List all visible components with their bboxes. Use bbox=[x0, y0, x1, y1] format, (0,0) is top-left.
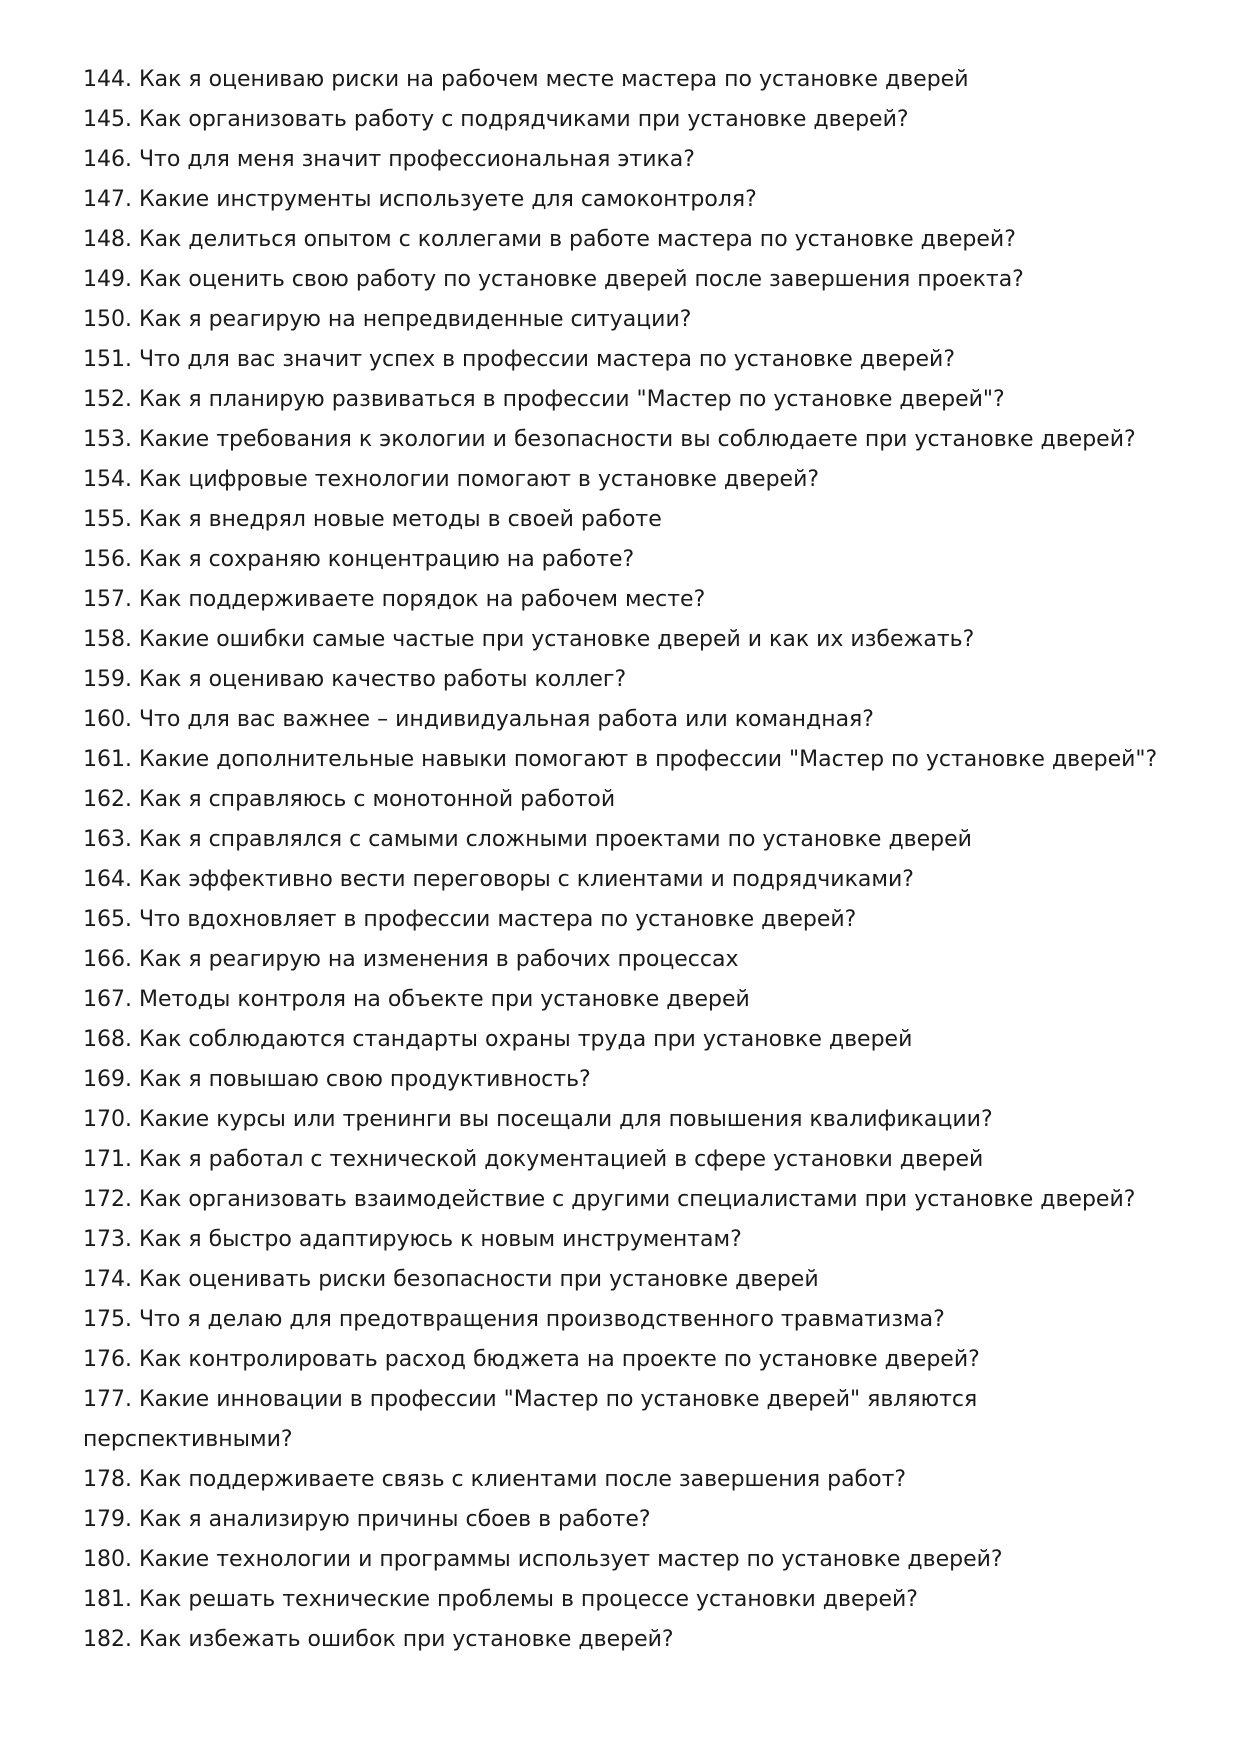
question-item-170: 170. Какие курсы или тренинги вы посещали для повышения квалификации? bbox=[83, 1107, 993, 1132]
question-item-144: 144. Как я оцениваю риски на рабочем месте мастера по установке дверей bbox=[83, 67, 969, 92]
question-item-150: 150. Как я реагирую на непредвиденные ситуации? bbox=[83, 307, 692, 332]
question-item-163: 163. Как я справлялся с самыми сложными проектами по установке дверей bbox=[83, 827, 972, 852]
question-item-166: 166. Как я реагирую на изменения в рабочих процессах bbox=[83, 947, 739, 972]
question-item-178: 178. Как поддерживаете связь с клиентами после завершения работ? bbox=[83, 1467, 907, 1492]
question-item-164: 164. Как эффективно вести переговоры с клиентами и подрядчиками? bbox=[83, 867, 914, 892]
question-item-181: 181. Как решать технические проблемы в процессе установки дверей? bbox=[83, 1587, 918, 1612]
question-item-180: 180. Какие технологии и программы использует мастер по установке дверей? bbox=[83, 1547, 1003, 1572]
question-item-159: 159. Как я оцениваю качество работы коллег? bbox=[83, 667, 627, 692]
question-item-158: 158. Какие ошибки самые частые при установке дверей и как их избежать? bbox=[83, 627, 975, 652]
question-item-171: 171. Как я работал с технической документацией в сфере установки дверей bbox=[83, 1147, 984, 1172]
question-item-151: 151. Что для вас значит успех в профессии мастера по установке дверей? bbox=[83, 347, 955, 372]
question-item-148: 148. Как делиться опытом с коллегами в работе мастера по установке дверей? bbox=[83, 227, 1016, 252]
question-item-147: 147. Какие инструменты используете для самоконтроля? bbox=[83, 187, 757, 212]
question-item-153: 153. Какие требования к экологии и безопасности вы соблюдаете при установке дверей? bbox=[83, 427, 1136, 452]
question-item-161: 161. Какие дополнительные навыки помогают в профессии "Мастер по установке дверей"? bbox=[83, 747, 1158, 772]
question-item-177: 177. Какие инновации в профессии "Мастер по установке дверей" являются перспективными? bbox=[83, 1387, 978, 1452]
question-item-175: 175. Что я делаю для предотвращения производственного травматизма? bbox=[83, 1307, 945, 1332]
question-item-165: 165. Что вдохновляет в профессии мастера по установке дверей? bbox=[83, 907, 857, 932]
question-item-168: 168. Как соблюдаются стандарты охраны труда при установке дверей bbox=[83, 1027, 913, 1052]
question-item-152: 152. Как я планирую развиваться в профессии "Мастер по установке дверей"? bbox=[83, 387, 1005, 412]
question-item-174: 174. Как оценивать риски безопасности при установке дверей bbox=[83, 1267, 819, 1292]
question-item-182: 182. Как избежать ошибок при установке дверей? bbox=[83, 1627, 674, 1652]
question-item-145: 145. Как организовать работу с подрядчиками при установке дверей? bbox=[83, 107, 909, 132]
question-item-162: 162. Как я справляюсь с монотонной работой bbox=[83, 787, 616, 812]
question-item-160: 160. Что для вас важнее – индивидуальная работа или командная? bbox=[83, 707, 874, 732]
question-item-179: 179. Как я анализирую причины сбоев в работе? bbox=[83, 1507, 651, 1532]
question-item-155: 155. Как я внедрял новые методы в своей работе bbox=[83, 507, 662, 532]
question-item-149: 149. Как оценить свою работу по установке дверей после завершения проекта? bbox=[83, 267, 1024, 292]
question-item-176: 176. Как контролировать расход бюджета на проекте по установке дверей? bbox=[83, 1347, 980, 1372]
question-item-172: 172. Как организовать взаимодействие с другими специалистами при установке дверей? bbox=[83, 1187, 1136, 1212]
question-item-156: 156. Как я сохраняю концентрацию на работе? bbox=[83, 547, 635, 572]
question-item-167: 167. Методы контроля на объекте при установке дверей bbox=[83, 987, 750, 1012]
question-item-146: 146. Что для меня значит профессиональная этика? bbox=[83, 147, 695, 172]
question-item-169: 169. Как я повышаю свою продуктивность? bbox=[83, 1067, 591, 1092]
question-item-154: 154. Как цифровые технологии помогают в установке дверей? bbox=[83, 467, 820, 492]
question-item-157: 157. Как поддерживаете порядок на рабочем месте? bbox=[83, 587, 706, 612]
question-item-173: 173. Как я быстро адаптируюсь к новым инструментам? bbox=[83, 1227, 742, 1252]
question-list bbox=[83, 60, 1183, 1660]
